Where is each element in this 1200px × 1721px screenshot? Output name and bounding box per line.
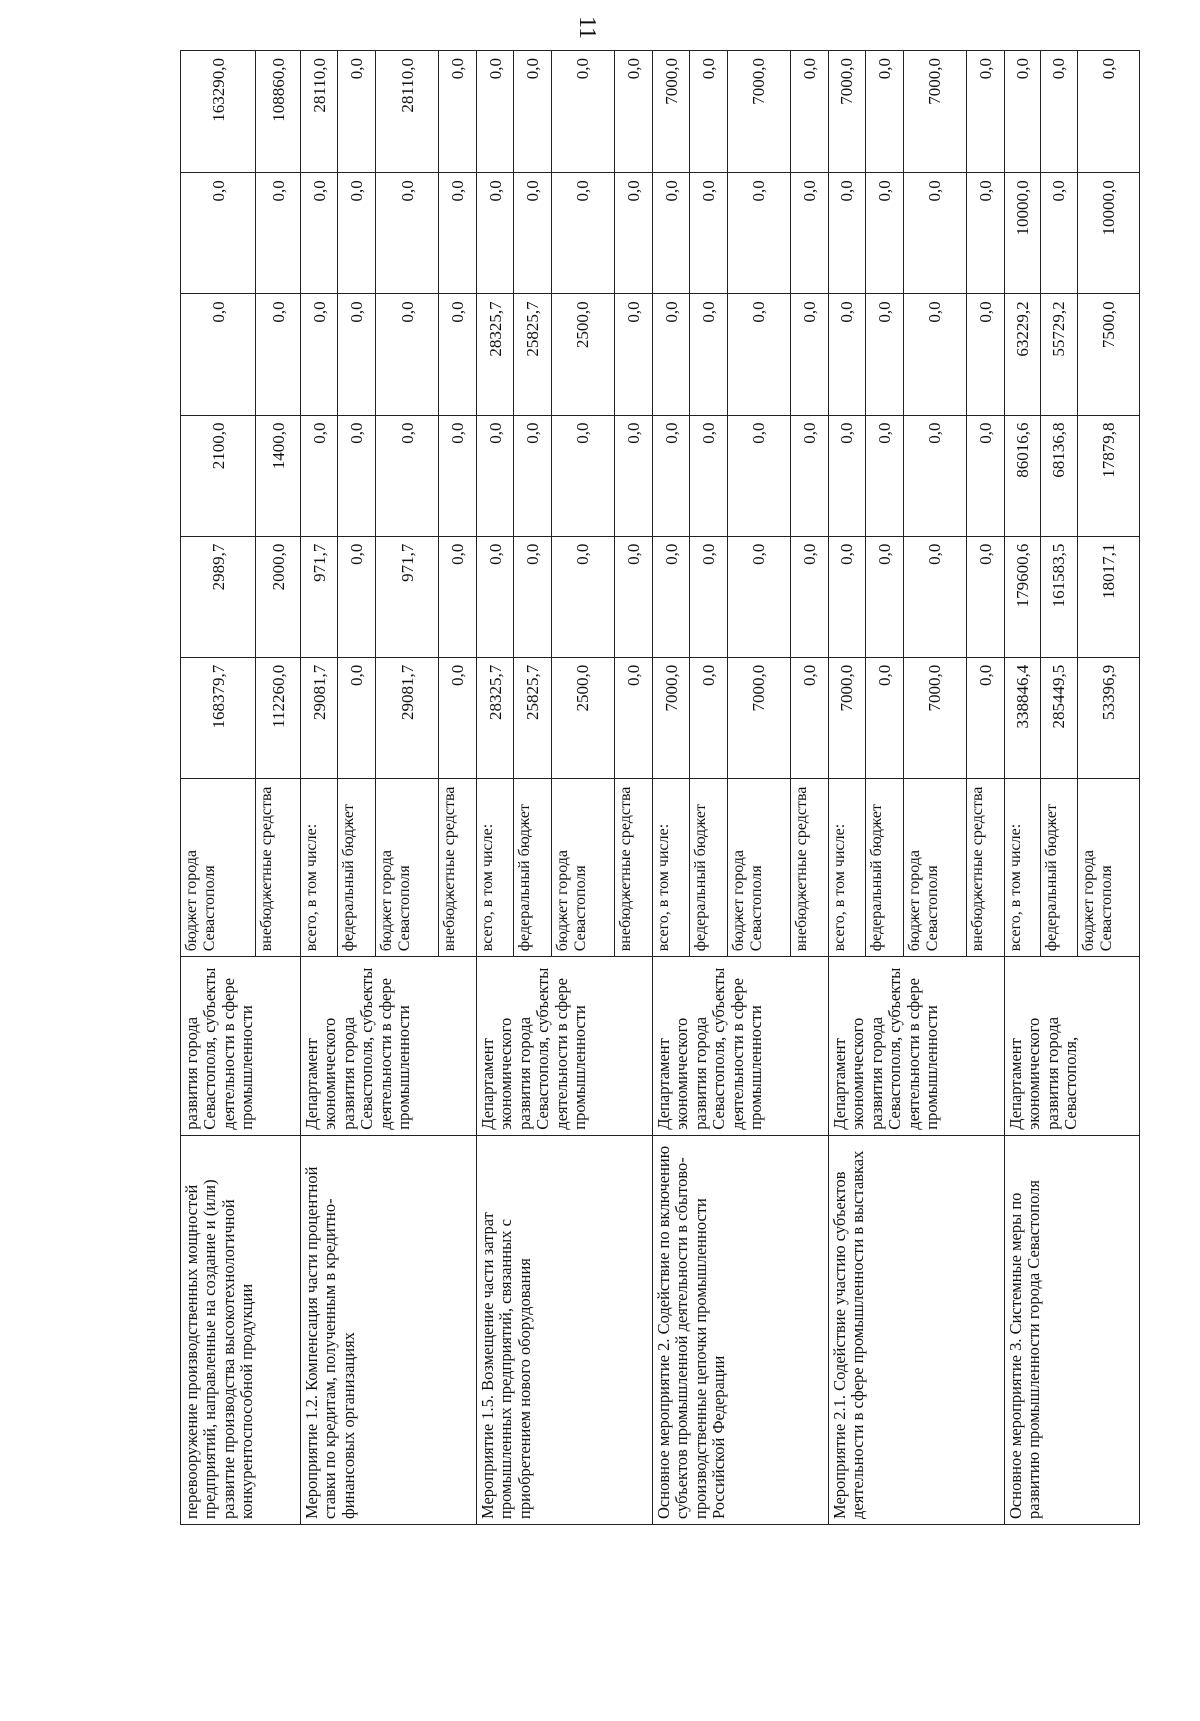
year-amount-cell: 0,0 bbox=[615, 173, 652, 294]
year-amount-cell: 0,0 bbox=[690, 294, 727, 415]
year-amount-cell: 2989,7 bbox=[181, 536, 256, 657]
funding-source-cell: федеральный бюджет bbox=[514, 778, 551, 956]
table-row bbox=[652, 51, 689, 1525]
year-amount-cell: 2100,0 bbox=[181, 415, 256, 536]
total-amount-cell: 0,0 bbox=[615, 657, 652, 778]
total-amount-cell: 285449,5 bbox=[1041, 657, 1078, 778]
year-amount-cell: 17879,8 bbox=[1077, 415, 1139, 536]
measure-cell: Мероприятие 1.2. Компенсация части процентной ставки по кредитам, полученным в кредитно-финансовых организациях bbox=[300, 1135, 476, 1524]
year-amount-cell: 55729,2 bbox=[1041, 294, 1078, 415]
year-amount-cell: 0,0 bbox=[338, 415, 375, 536]
year-amount-cell: 0,0 bbox=[866, 51, 903, 173]
year-amount-cell: 0,0 bbox=[551, 536, 615, 657]
year-amount-cell: 0,0 bbox=[903, 415, 967, 536]
year-amount-cell: 0,0 bbox=[476, 51, 513, 173]
year-amount-cell: 0,0 bbox=[652, 415, 689, 536]
year-amount-cell: 0,0 bbox=[903, 294, 967, 415]
funding-source-cell: бюджет города Севастополя bbox=[903, 778, 967, 956]
year-amount-cell: 7000,0 bbox=[903, 51, 967, 173]
total-amount-cell: 0,0 bbox=[967, 657, 1004, 778]
year-amount-cell: 10000,0 bbox=[1004, 173, 1041, 294]
year-amount-cell: 0,0 bbox=[615, 536, 652, 657]
year-amount-cell: 0,0 bbox=[967, 51, 1004, 173]
funding-source-cell: всего, в том числе: bbox=[300, 778, 337, 956]
year-amount-cell: 0,0 bbox=[652, 173, 689, 294]
funding-source-cell: бюджет города Севастополя bbox=[727, 778, 791, 956]
funding-table-body bbox=[181, 51, 1140, 1525]
year-amount-cell: 0,0 bbox=[439, 51, 476, 173]
year-amount-cell: 0,0 bbox=[791, 415, 828, 536]
year-amount-cell: 0,0 bbox=[690, 173, 727, 294]
year-amount-cell: 0,0 bbox=[903, 173, 967, 294]
year-amount-cell: 2500,0 bbox=[551, 294, 615, 415]
funding-source-cell: федеральный бюджет bbox=[1041, 778, 1078, 956]
year-amount-cell: 0,0 bbox=[1041, 173, 1078, 294]
year-amount-cell: 0,0 bbox=[791, 51, 828, 173]
total-amount-cell: 7000,0 bbox=[652, 657, 689, 778]
total-amount-cell: 0,0 bbox=[690, 657, 727, 778]
year-amount-cell: 0,0 bbox=[338, 51, 375, 173]
year-amount-cell: 0,0 bbox=[181, 173, 256, 294]
total-amount-cell: 0,0 bbox=[791, 657, 828, 778]
total-amount-cell: 168379,7 bbox=[181, 657, 256, 778]
year-amount-cell: 0,0 bbox=[476, 173, 513, 294]
year-amount-cell: 86016,6 bbox=[1004, 415, 1041, 536]
year-amount-cell: 0,0 bbox=[727, 173, 791, 294]
year-amount-cell: 0,0 bbox=[1041, 51, 1078, 173]
year-amount-cell: 0,0 bbox=[181, 294, 256, 415]
year-amount-cell: 0,0 bbox=[967, 415, 1004, 536]
year-amount-cell: 0,0 bbox=[300, 173, 337, 294]
year-amount-cell: 63229,2 bbox=[1004, 294, 1041, 415]
year-amount-cell: 0,0 bbox=[615, 51, 652, 173]
funding-source-cell: федеральный бюджет bbox=[866, 778, 903, 956]
year-amount-cell: 0,0 bbox=[256, 173, 300, 294]
year-amount-cell: 0,0 bbox=[375, 294, 439, 415]
executor-cell: Департамент экономического развития города Севастополя, субъекты деятельности в сфере промышленности bbox=[828, 957, 1004, 1135]
total-amount-cell: 0,0 bbox=[866, 657, 903, 778]
funding-source-cell: федеральный бюджет bbox=[338, 778, 375, 956]
total-amount-cell: 112260,0 bbox=[256, 657, 300, 778]
year-amount-cell: 0,0 bbox=[551, 173, 615, 294]
year-amount-cell: 0,0 bbox=[828, 415, 865, 536]
table-row bbox=[1004, 51, 1041, 1525]
year-amount-cell: 0,0 bbox=[514, 536, 551, 657]
measure-cell: Основное мероприятие 2. Содействие по включению субъектов промышленной деятельности в сбытово-производственные цепочки промышленности Российской Федерации bbox=[652, 1135, 828, 1524]
rotated-table-frame bbox=[180, 50, 1140, 1525]
year-amount-cell: 0,0 bbox=[439, 294, 476, 415]
year-amount-cell: 971,7 bbox=[300, 536, 337, 657]
year-amount-cell: 2000,0 bbox=[256, 536, 300, 657]
year-amount-cell: 28325,7 bbox=[476, 294, 513, 415]
year-amount-cell: 0,0 bbox=[866, 173, 903, 294]
year-amount-cell: 0,0 bbox=[828, 173, 865, 294]
year-amount-cell: 163290,0 bbox=[181, 51, 256, 173]
total-amount-cell: 29081,7 bbox=[300, 657, 337, 778]
executor-cell: Департамент экономического развития города Севастополя, субъекты деятельности в сфере промышленности bbox=[652, 957, 828, 1135]
table-row bbox=[181, 51, 256, 1525]
year-amount-cell: 0,0 bbox=[551, 51, 615, 173]
year-amount-cell: 0,0 bbox=[514, 51, 551, 173]
year-amount-cell: 0,0 bbox=[551, 415, 615, 536]
measure-cell: Основное мероприятие 3. Системные меры по развитию промышленности города Севастополя bbox=[1004, 1135, 1139, 1524]
year-amount-cell: 0,0 bbox=[866, 294, 903, 415]
year-amount-cell: 0,0 bbox=[652, 536, 689, 657]
year-amount-cell: 0,0 bbox=[690, 51, 727, 173]
page-number: 11 bbox=[574, 15, 601, 40]
year-amount-cell: 0,0 bbox=[727, 415, 791, 536]
year-amount-cell: 68136,8 bbox=[1041, 415, 1078, 536]
year-amount-cell: 0,0 bbox=[652, 294, 689, 415]
funding-source-cell: всего, в том числе: bbox=[828, 778, 865, 956]
funding-source-cell: бюджет города Севастополя bbox=[551, 778, 615, 956]
measure-cell: перевооружение производственных мощностей предприятий, направленные на создание и (или) развитие производства высокотехнологичной конкурентоспособной продукции bbox=[181, 1135, 301, 1524]
year-amount-cell: 1400,0 bbox=[256, 415, 300, 536]
year-amount-cell: 0,0 bbox=[967, 536, 1004, 657]
year-amount-cell: 0,0 bbox=[690, 415, 727, 536]
year-amount-cell: 0,0 bbox=[615, 294, 652, 415]
year-amount-cell: 0,0 bbox=[338, 294, 375, 415]
funding-source-cell: бюджет города Севастополя bbox=[375, 778, 439, 956]
funding-source-cell: бюджет города Севастополя bbox=[1077, 778, 1139, 956]
year-amount-cell: 28110,0 bbox=[375, 51, 439, 173]
executor-cell: Департамент экономического развития города Севастополя, субъекты деятельности в сфере промышленности bbox=[300, 957, 476, 1135]
funding-source-cell: всего, в том числе: bbox=[1004, 778, 1041, 956]
funding-source-cell: внебюджетные средства bbox=[439, 778, 476, 956]
year-amount-cell: 0,0 bbox=[791, 173, 828, 294]
year-amount-cell: 0,0 bbox=[439, 173, 476, 294]
total-amount-cell: 338846,4 bbox=[1004, 657, 1041, 778]
total-amount-cell: 29081,7 bbox=[375, 657, 439, 778]
funding-table bbox=[180, 50, 1140, 1525]
year-amount-cell: 0,0 bbox=[615, 415, 652, 536]
year-amount-cell: 108860,0 bbox=[256, 51, 300, 173]
executor-cell: развития города Севастополя, субъекты деятельности в сфере промышленности bbox=[181, 957, 301, 1135]
total-amount-cell: 7000,0 bbox=[903, 657, 967, 778]
year-amount-cell: 0,0 bbox=[791, 536, 828, 657]
year-amount-cell: 28110,0 bbox=[300, 51, 337, 173]
year-amount-cell: 0,0 bbox=[1077, 51, 1139, 173]
funding-source-cell: всего, в том числе: bbox=[652, 778, 689, 956]
year-amount-cell: 0,0 bbox=[828, 294, 865, 415]
year-amount-cell: 0,0 bbox=[1004, 51, 1041, 173]
total-amount-cell: 7000,0 bbox=[727, 657, 791, 778]
executor-cell: Департамент экономического развития города Севастополя, bbox=[1004, 957, 1139, 1135]
total-amount-cell: 53396,9 bbox=[1077, 657, 1139, 778]
total-amount-cell: 28325,7 bbox=[476, 657, 513, 778]
year-amount-cell: 0,0 bbox=[476, 415, 513, 536]
measure-cell: Мероприятие 2.1. Содействие участию субъектов деятельности в сфере промышленности в выставках bbox=[828, 1135, 1004, 1524]
year-amount-cell: 0,0 bbox=[439, 415, 476, 536]
year-amount-cell: 161583,5 bbox=[1041, 536, 1078, 657]
year-amount-cell: 0,0 bbox=[727, 536, 791, 657]
year-amount-cell: 25825,7 bbox=[514, 294, 551, 415]
funding-source-cell: внебюджетные средства bbox=[967, 778, 1004, 956]
year-amount-cell: 0,0 bbox=[967, 294, 1004, 415]
year-amount-cell: 0,0 bbox=[338, 536, 375, 657]
year-amount-cell: 971,7 bbox=[375, 536, 439, 657]
funding-source-cell: внебюджетные средства bbox=[256, 778, 300, 956]
table-row bbox=[300, 51, 337, 1525]
funding-source-cell: федеральный бюджет bbox=[690, 778, 727, 956]
year-amount-cell: 0,0 bbox=[967, 173, 1004, 294]
year-amount-cell: 0,0 bbox=[866, 536, 903, 657]
year-amount-cell: 179600,6 bbox=[1004, 536, 1041, 657]
year-amount-cell: 0,0 bbox=[256, 294, 300, 415]
year-amount-cell: 0,0 bbox=[514, 415, 551, 536]
funding-source-cell: бюджет города Севастополя bbox=[181, 778, 256, 956]
year-amount-cell: 7000,0 bbox=[727, 51, 791, 173]
table-row bbox=[476, 51, 513, 1525]
year-amount-cell: 0,0 bbox=[300, 415, 337, 536]
year-amount-cell: 0,0 bbox=[727, 294, 791, 415]
year-amount-cell: 0,0 bbox=[866, 415, 903, 536]
executor-cell: Департамент экономического развития города Севастополя, субъекты деятельности в сфере промышленности bbox=[476, 957, 652, 1135]
funding-source-cell: внебюджетные средства bbox=[615, 778, 652, 956]
year-amount-cell: 0,0 bbox=[338, 173, 375, 294]
funding-source-cell: внебюджетные средства bbox=[791, 778, 828, 956]
year-amount-cell: 0,0 bbox=[514, 173, 551, 294]
year-amount-cell: 0,0 bbox=[375, 415, 439, 536]
total-amount-cell: 0,0 bbox=[439, 657, 476, 778]
year-amount-cell: 7500,0 bbox=[1077, 294, 1139, 415]
year-amount-cell: 7000,0 bbox=[828, 51, 865, 173]
total-amount-cell: 2500,0 bbox=[551, 657, 615, 778]
total-amount-cell: 25825,7 bbox=[514, 657, 551, 778]
total-amount-cell: 0,0 bbox=[338, 657, 375, 778]
year-amount-cell: 7000,0 bbox=[652, 51, 689, 173]
year-amount-cell: 0,0 bbox=[690, 536, 727, 657]
year-amount-cell: 10000,0 bbox=[1077, 173, 1139, 294]
year-amount-cell: 0,0 bbox=[439, 536, 476, 657]
year-amount-cell: 0,0 bbox=[476, 536, 513, 657]
year-amount-cell: 0,0 bbox=[903, 536, 967, 657]
year-amount-cell: 0,0 bbox=[300, 294, 337, 415]
year-amount-cell: 0,0 bbox=[828, 536, 865, 657]
total-amount-cell: 7000,0 bbox=[828, 657, 865, 778]
year-amount-cell: 0,0 bbox=[375, 173, 439, 294]
year-amount-cell: 0,0 bbox=[791, 294, 828, 415]
funding-source-cell: всего, в том числе: bbox=[476, 778, 513, 956]
measure-cell: Мероприятие 1.5. Возмещение части затрат промышленных предприятий, связанных с приобретением нового оборудования bbox=[476, 1135, 652, 1524]
table-row bbox=[828, 51, 865, 1525]
year-amount-cell: 18017,1 bbox=[1077, 536, 1139, 657]
